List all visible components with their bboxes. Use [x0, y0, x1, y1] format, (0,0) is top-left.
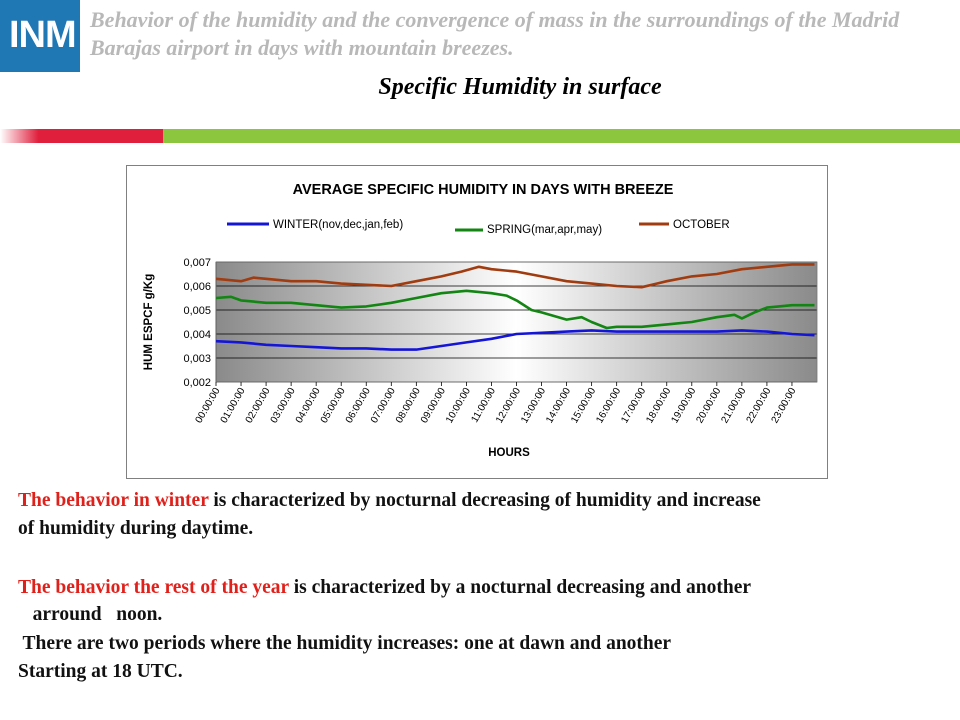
legend-label-spring: SPRING(mar,apr,may): [487, 224, 603, 236]
humidity-chart: [127, 166, 827, 478]
x-tick-label: 23:00:00: [769, 386, 799, 426]
x-tick-label: 04:00:00: [293, 386, 323, 426]
x-tick-label: 00:00:00: [193, 386, 223, 426]
paragraph-winter-line2: of humidity during daytime.: [18, 518, 254, 539]
x-tick-label: 11:00:00: [469, 386, 499, 425]
paragraph-winter-line1: [18, 489, 948, 513]
x-tick-label: 05:00:00: [318, 386, 348, 426]
x-tick-label: 21:00:00: [719, 386, 749, 426]
x-tick-label: 13:00:00: [519, 386, 549, 426]
y-tick-label: 0,007: [183, 257, 211, 269]
legend: [227, 219, 730, 236]
legend-label-winter: WINTER(nov,dec,jan,feb): [273, 219, 404, 231]
paragraph-rest-line2: arround noon.: [18, 604, 163, 625]
inm-logo: [0, 0, 80, 72]
x-tick-label: 15:00:00: [569, 386, 599, 426]
x-tick-label: 06:00:00: [343, 386, 373, 426]
y-tick-label: 0,005: [183, 305, 211, 317]
x-tick-label: 10:00:00: [444, 386, 474, 426]
winter-highlight: The behavior in winter: [18, 490, 209, 511]
x-tick-label: 18:00:00: [644, 386, 674, 426]
x-tick-label: 16:00:00: [594, 385, 624, 426]
paragraph-rest-line1: [18, 576, 948, 600]
decorative-stripe: [0, 128, 960, 144]
y-tick-label: 0,004: [183, 329, 211, 341]
x-tick-label: 09:00:00: [418, 386, 448, 426]
paragraph-periods-line1: There are two periods where the humidity increases: one at dawn and another: [18, 633, 672, 654]
x-tick-label: 19:00:00: [669, 386, 699, 426]
winter-rest: is characterized by nocturnal decreasing of humidity and increase: [208, 490, 761, 511]
y-tick-label: 0,006: [183, 281, 211, 293]
slide-title: Behavior of the humidity and the convergence of mass in the surroundings of the Madrid Barajas airport in days with mountain breezes.: [90, 7, 900, 60]
rest-rest: is characterized by a nocturnal decreasing and another: [288, 577, 752, 598]
y-tick-label: 0,003: [183, 353, 211, 365]
y-tick-label: 0,002: [183, 377, 211, 389]
x-tick-label: 08:00:00: [393, 386, 423, 426]
rest-highlight: The behavior the rest of the year: [18, 577, 289, 598]
chart-title: AVERAGE SPECIFIC HUMIDITY IN DAYS WITH BREEZE: [292, 182, 674, 198]
x-tick-label: 03:00:00: [268, 386, 298, 426]
y-axis-label: HUM ESPCF g/Kg: [143, 273, 155, 371]
paragraph-periods-line2: Starting at 18 UTC.: [18, 661, 183, 682]
legend-label-october: OCTOBER: [673, 219, 730, 231]
x-tick-label: 07:00:00: [368, 386, 398, 426]
x-tick-label: 02:00:00: [243, 386, 273, 426]
x-tick-label: 01:00:00: [218, 386, 248, 426]
logo-text: INM: [9, 14, 76, 56]
x-tick-label: 14:00:00: [544, 386, 574, 426]
x-axis-label: HOURS: [488, 447, 530, 459]
x-tick-label: 22:00:00: [744, 386, 774, 426]
chart-frame: [126, 165, 828, 479]
x-tick-label: 12:00:00: [494, 386, 524, 426]
slide-subtitle: Specific Humidity in surface: [378, 74, 662, 100]
x-tick-label: 20:00:00: [694, 386, 724, 426]
x-tick-label: 17:00:00: [619, 386, 649, 426]
